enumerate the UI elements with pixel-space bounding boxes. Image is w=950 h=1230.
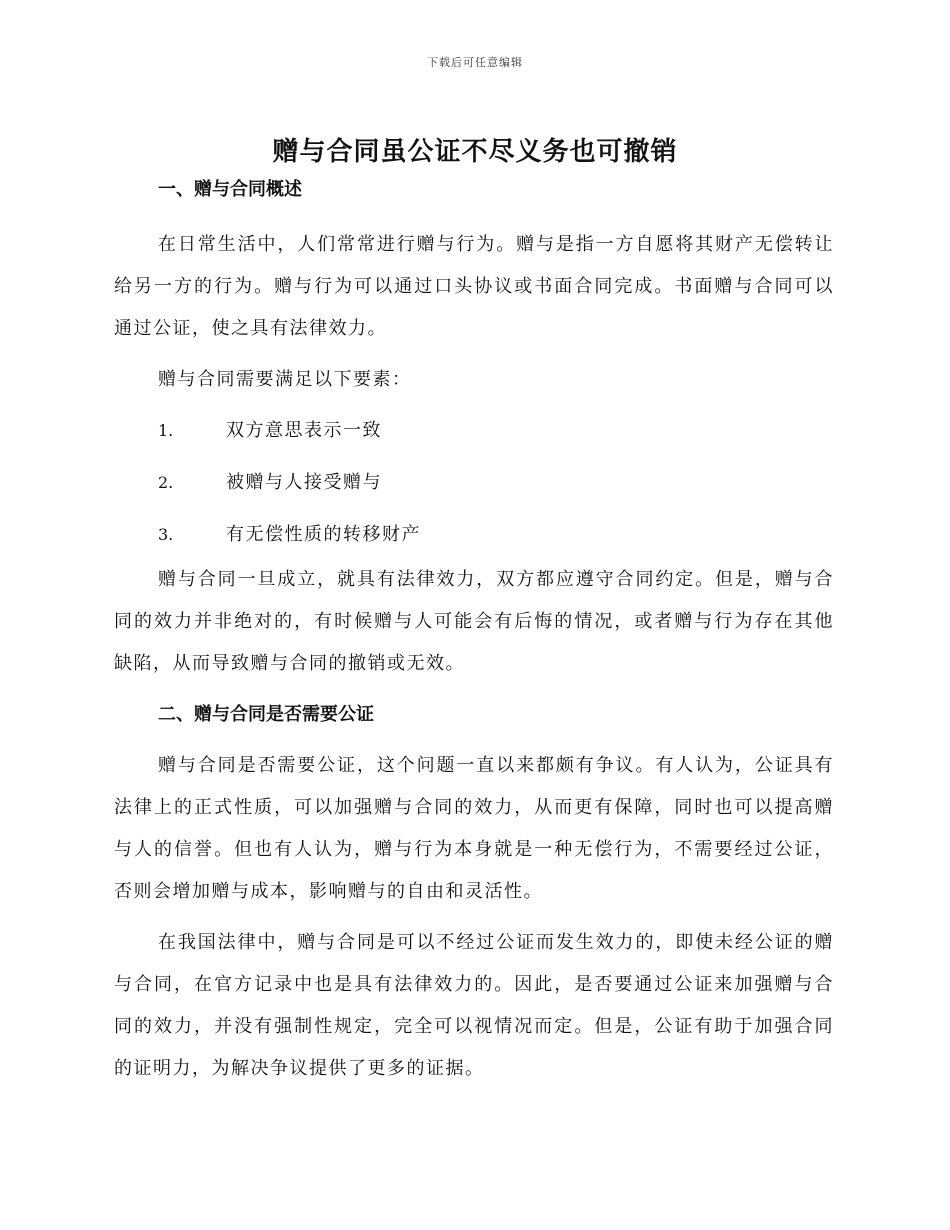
list-item: [114, 405, 834, 457]
requirements-list: [114, 405, 834, 561]
section-heading: 一、赠与合同概述: [158, 179, 302, 200]
list-item: [114, 509, 834, 561]
list-number: 3.: [158, 525, 174, 544]
paragraph: 赠与合同是否需要公证，这个问题一直以来都颇有争议。有人认为，公证具有法律上的正式性质，可以加强赠与合同的效力，从而更有保障，同时也可以提高赠与人的信誉。但也有人认为，赠与行为本身就是一种无偿行为，不需要经过公证，否则会增加赠与成本，影响赠与的自由和灵活性。: [114, 755, 834, 902]
section-overview: [114, 170, 834, 685]
document-body: [114, 170, 834, 1090]
list-text: 被赠与人接受赠与: [226, 472, 382, 493]
list-number: 1.: [158, 421, 174, 440]
header-note: 下载后可任意编辑: [427, 56, 523, 69]
list-item: [114, 457, 834, 509]
list-number: 2.: [158, 473, 174, 492]
section-heading: 二、赠与合同是否需要公证: [158, 704, 374, 725]
list-text: 有无偿性质的转移财产: [226, 524, 421, 545]
paragraph: 在我国法律中，赠与合同是可以不经过公证而发生效力的，即使未经公证的赠与合同，在官方记录中也是具有法律效力的。因此，是否要通过公证来加强赠与合同的效力，并没有强制性规定，完全可以视情况而定。但是，公证有助于加强合同的证明力，为解决争议提供了更多的证据。: [114, 932, 834, 1079]
paragraph: 在日常生活中，人们常常进行赠与行为。赠与是指一方自愿将其财产无偿转让给另一方的行为。赠与行为可以通过口头协议或书面合同完成。书面赠与合同可以通过公证，使之具有法律效力。: [114, 234, 834, 339]
paragraph: 赠与合同需要满足以下要素：: [158, 369, 412, 390]
document-title: 赠与合同虽公证不尽义务也可撤销: [272, 137, 678, 167]
list-text: 双方意思表示一致: [226, 420, 382, 441]
paragraph: 赠与合同一旦成立，就具有法律效力，双方都应遵守合同约定。但是，赠与合同的效力并非绝对的，有时候赠与人可能会有后悔的情况，或者赠与行为存在其他缺陷，从而导致赠与合同的撤销或无效。: [114, 569, 834, 674]
section-notarization: [114, 695, 834, 1090]
